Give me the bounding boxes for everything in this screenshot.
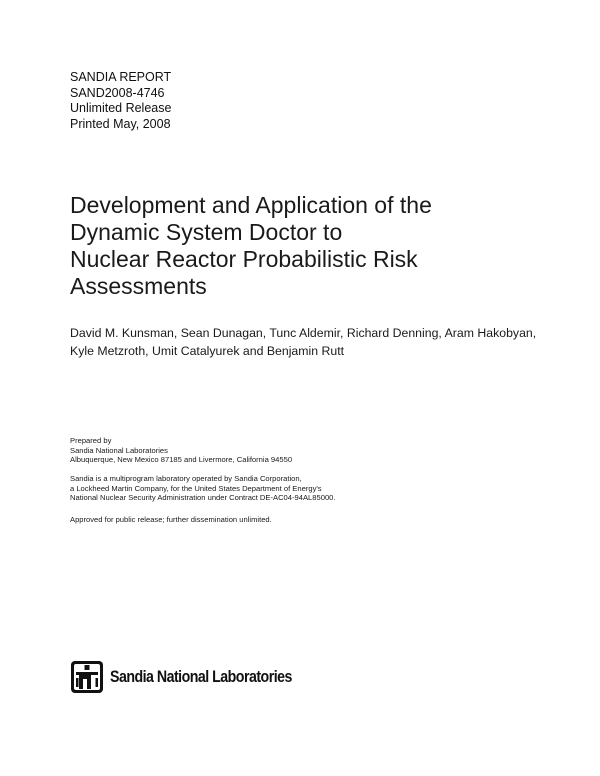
sandia-logo — [70, 660, 322, 694]
document-title — [70, 192, 432, 300]
sandia-thunderbird-icon — [70, 660, 104, 694]
authors — [70, 324, 570, 360]
prepared-line: Sandia National Laboratories — [70, 445, 168, 455]
prepared-line: Albuquerque, New Mexico 87185 and Livermore, California 94550 — [70, 455, 293, 465]
prepared-by — [70, 436, 292, 465]
prepared-line: Prepared by — [70, 436, 112, 445]
report-info — [70, 70, 171, 132]
release-type: Unlimited Release — [70, 101, 172, 115]
operator-line: Sandia is a multiprogram laboratory operated by Sandia Corporation, — [70, 474, 302, 483]
report-series: SANDIA REPORT — [70, 70, 172, 84]
operator-line: National Nuclear Security Administration under Contract DE-AC04-94AL85000. — [70, 493, 336, 503]
operator-line: a Lockheed Martin Company, for the United States Department of Energy's — [70, 483, 322, 493]
authors-line: Kyle Metzroth, Umit Catalyurek and Benjamin Rutt — [70, 344, 345, 358]
title-line: Nuclear Reactor Probabilistic Risk — [70, 246, 418, 272]
authors-line: David M. Kunsman, Sean Dunagan, Tunc Aldemir, Richard Denning, Aram Hakobyan, — [70, 326, 537, 340]
title-line: Dynamic System Doctor to — [70, 219, 343, 245]
title-line: Assessments — [70, 273, 207, 299]
logo-text: Sandia National Laboratories — [110, 667, 292, 686]
title-line: Development and Application of the — [70, 192, 432, 218]
release-line: Approved for public release; further dissemination unlimited. — [70, 515, 272, 524]
release-notice — [70, 515, 272, 525]
printed-date: Printed May, 2008 — [70, 116, 171, 131]
report-number: SAND2008-4746 — [70, 85, 165, 100]
operator-notice — [70, 474, 336, 503]
